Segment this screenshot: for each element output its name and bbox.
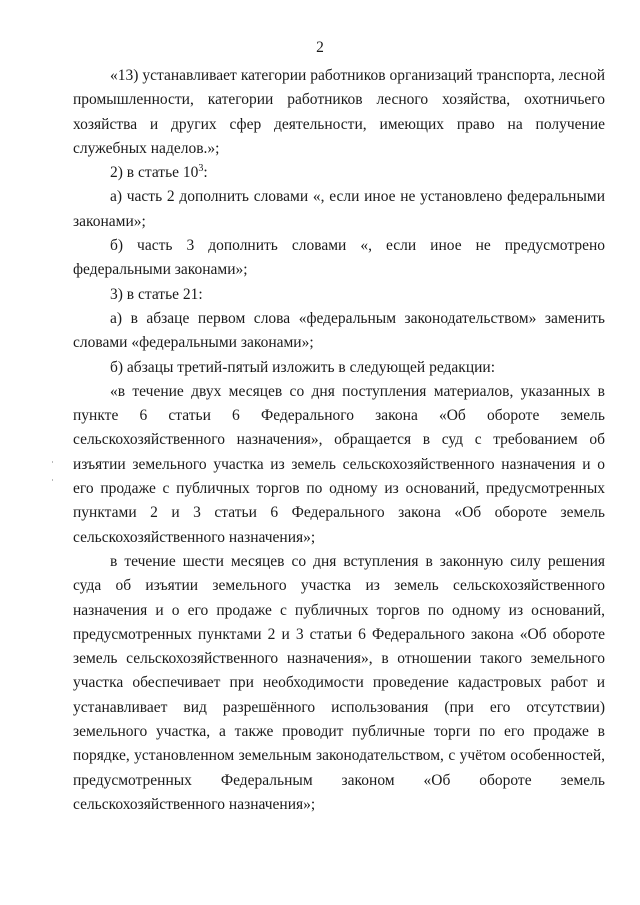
paragraph-two-months-court: «в течение двух месяцев со дня поступления материалов, указанных в пункте 6 статьи 6 Федерального закона «Об обороте земель сельскохозяйственного назначения», обращается в суд с требованием об изъятии земельного участка из земель сельскохозяйственного назначения и о его продаже с публичных торгов по одному из оснований, предусмотренных пунктами 2 и 3 статьи 6 Федерального закона «Об обороте земель сельскохозяйственного назначения»;: [73, 382, 605, 546]
article-reference-colon: :: [203, 164, 208, 182]
paragraph-article-21: 3) в статье 21:: [110, 285, 203, 303]
paragraph-first-abzats-replacement: а) в абзаце первом слова «федеральным законодательством» заменить словами «федеральными законами»;: [73, 309, 605, 352]
article-reference-text: 2) в статье 10: [110, 164, 199, 182]
paragraph-part-3-amendment: б) часть 3 дополнить словами «, если иное не предусмотрено федеральными законами»;: [73, 237, 605, 279]
paragraph-part-2-amendment: а) часть 2 дополнить словами «, если иное не установлено федеральными законами»;: [73, 188, 605, 230]
page-number: 2: [316, 39, 324, 56]
article-superscript: 3: [198, 163, 204, 175]
paragraph-six-months-auction: в течение шести месяцев со дня вступления в законную силу решения суда об изъятии земельного участка из земель сельскохозяйственного назначения и о его продаже с публичных торгов по одному из оснований, предусмотренных пунктами 2 и 3 статьи 6 Федерального закона «Об обороте земель сельскохозяйственного назначения», в отношении такого земельного участка обеспечивает при необходимости проведение кадастровых работ и устанавливает вид разрешённого использования (при его отсутствии) земельного участка, а также проводит публичные торги по его продаже в порядке, установленном земельным законодательством, с учётом особенностей, предусмотренных Федеральным законом «Об обороте земель сельскохозяйственного назначения»;: [73, 552, 605, 813]
paragraph-article-10-3: [73, 161, 605, 185]
document-body: [73, 64, 605, 817]
scan-speck: [52, 461, 53, 463]
paragraph-abzats-3-5-heading: б) абзацы третий-пятый изложить в следующей редакции:: [110, 358, 496, 376]
scan-speck: [52, 479, 53, 481]
paragraph-13-categories: «13) устанавливает категории работников организаций транспорта, лесной промышленности, категории работников лесного хозяйства, охотничьего хозяйства и других сфер деятельности, имеющих право на получение служебных наделов.»;: [73, 67, 605, 157]
